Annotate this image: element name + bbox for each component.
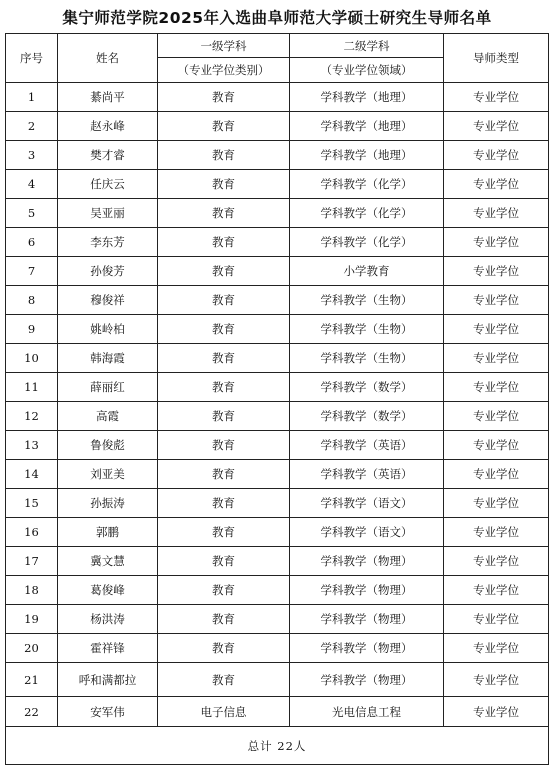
cell-level2: 学科教学（地理） [290,83,444,112]
cell-no: 22 [6,697,58,727]
header-name: 姓名 [58,34,158,83]
cell-no: 1 [6,83,58,112]
cell-no: 6 [6,228,58,257]
cell-name: 杨洪涛 [58,605,158,634]
cell-level2: 学科教学（物理） [290,663,444,697]
table-row [6,402,549,431]
cell-type: 专业学位 [444,518,549,547]
cell-name: 樊才睿 [58,141,158,170]
cell-no: 10 [6,344,58,373]
cell-no: 8 [6,286,58,315]
table-row [6,315,549,344]
cell-level2: 学科教学（化学） [290,228,444,257]
table-row [6,634,549,663]
cell-level2: 学科教学（物理） [290,605,444,634]
table-body [6,83,549,727]
table-row [6,460,549,489]
table-row [6,83,549,112]
table-row [6,141,549,170]
cell-no: 13 [6,431,58,460]
cell-no: 18 [6,576,58,605]
table-row [6,373,549,402]
cell-name: 霍祥锋 [58,634,158,663]
cell-type: 专业学位 [444,83,549,112]
cell-level1: 教育 [158,402,290,431]
cell-name: 葛俊峰 [58,576,158,605]
cell-level2: 学科教学（物理） [290,634,444,663]
cell-level2: 学科教学（英语） [290,431,444,460]
cell-type: 专业学位 [444,228,549,257]
cell-type: 专业学位 [444,344,549,373]
cell-level1: 教育 [158,489,290,518]
cell-level1: 教育 [158,286,290,315]
cell-level2: 光电信息工程 [290,697,444,727]
table-row [6,605,549,634]
total-count: 总计 22人 [6,727,549,765]
cell-type: 专业学位 [444,286,549,315]
cell-type: 专业学位 [444,697,549,727]
cell-type: 专业学位 [444,431,549,460]
cell-no: 2 [6,112,58,141]
header-level1-sub: （专业学位类别） [158,58,290,83]
cell-type: 专业学位 [444,199,549,228]
cell-no: 19 [6,605,58,634]
cell-level1: 电子信息 [158,697,290,727]
cell-level1: 教育 [158,373,290,402]
cell-level2: 学科教学（物理） [290,547,444,576]
cell-level2: 学科教学（生物） [290,315,444,344]
cell-level1: 教育 [158,199,290,228]
cell-no: 5 [6,199,58,228]
cell-level2: 学科教学（地理） [290,112,444,141]
table-row [6,663,549,697]
cell-level1: 教育 [158,228,290,257]
cell-no: 17 [6,547,58,576]
table-row [6,257,549,286]
table-row [6,489,549,518]
table-row [6,547,549,576]
cell-level1: 教育 [158,315,290,344]
cell-level2: 学科教学（化学） [290,199,444,228]
cell-level1: 教育 [158,634,290,663]
table-row [6,431,549,460]
cell-name: 任庆云 [58,170,158,199]
cell-name: 姚岭柏 [58,315,158,344]
cell-level1: 教育 [158,663,290,697]
cell-level1: 教育 [158,460,290,489]
cell-level2: 学科教学（生物） [290,286,444,315]
cell-level2: 学科教学（数学） [290,402,444,431]
cell-type: 专业学位 [444,489,549,518]
cell-type: 专业学位 [444,605,549,634]
cell-type: 专业学位 [444,170,549,199]
cell-name: 郭鹏 [58,518,158,547]
header-level2: 二级学科 [290,34,444,58]
cell-name: 綦尚平 [58,83,158,112]
cell-type: 专业学位 [444,634,549,663]
document-title: 集宁师范学院2025年入选曲阜师范大学硕士研究生导师名单 [62,9,492,27]
cell-level1: 教育 [158,170,290,199]
cell-name: 薛丽红 [58,373,158,402]
cell-level2: 学科教学（语文） [290,489,444,518]
table-row [6,170,549,199]
cell-no: 16 [6,518,58,547]
table-row [6,697,549,727]
cell-name: 高霞 [58,402,158,431]
cell-no: 20 [6,634,58,663]
cell-name: 穆俊祥 [58,286,158,315]
cell-name: 吴亚丽 [58,199,158,228]
cell-level2: 学科教学（化学） [290,170,444,199]
cell-type: 专业学位 [444,402,549,431]
cell-type: 专业学位 [444,112,549,141]
cell-no: 4 [6,170,58,199]
cell-level2: 学科教学（英语） [290,460,444,489]
cell-no: 14 [6,460,58,489]
cell-no: 11 [6,373,58,402]
cell-type: 专业学位 [444,315,549,344]
header-level1: 一级学科 [158,34,290,58]
cell-type: 专业学位 [444,663,549,697]
table-row [6,228,549,257]
cell-level2: 学科教学（生物） [290,344,444,373]
cell-level1: 教育 [158,141,290,170]
cell-level1: 教育 [158,547,290,576]
cell-level1: 教育 [158,83,290,112]
cell-no: 21 [6,663,58,697]
header-no: 序号 [6,34,58,83]
table-row [6,286,549,315]
cell-no: 7 [6,257,58,286]
cell-name: 李东芳 [58,228,158,257]
cell-no: 9 [6,315,58,344]
table-row [6,576,549,605]
cell-level1: 教育 [158,518,290,547]
cell-type: 专业学位 [444,141,549,170]
cell-level1: 教育 [158,431,290,460]
cell-level2: 小学教育 [290,257,444,286]
cell-type: 专业学位 [444,257,549,286]
cell-level1: 教育 [158,112,290,141]
cell-name: 刘亚美 [58,460,158,489]
cell-name: 赵永峰 [58,112,158,141]
cell-level2: 学科教学（数学） [290,373,444,402]
cell-name: 呼和满都拉 [58,663,158,697]
cell-level1: 教育 [158,576,290,605]
cell-level2: 学科教学（地理） [290,141,444,170]
cell-level1: 教育 [158,605,290,634]
cell-level1: 教育 [158,344,290,373]
cell-level2: 学科教学（语文） [290,518,444,547]
cell-name: 孙振涛 [58,489,158,518]
cell-no: 15 [6,489,58,518]
cell-level2: 学科教学（物理） [290,576,444,605]
cell-type: 专业学位 [444,460,549,489]
cell-type: 专业学位 [444,373,549,402]
cell-name: 鲁俊彪 [58,431,158,460]
table-row [6,112,549,141]
table-row [6,344,549,373]
supervisor-table [5,33,549,765]
header-type: 导师类型 [444,34,549,83]
cell-name: 韩海霞 [58,344,158,373]
cell-level1: 教育 [158,257,290,286]
cell-name: 安军伟 [58,697,158,727]
table-row [6,518,549,547]
table-row [6,199,549,228]
cell-type: 专业学位 [444,576,549,605]
cell-no: 12 [6,402,58,431]
cell-name: 冀文慧 [58,547,158,576]
cell-type: 专业学位 [444,547,549,576]
cell-name: 孙俊芳 [58,257,158,286]
cell-no: 3 [6,141,58,170]
header-level2-sub: （专业学位领域） [290,58,444,83]
